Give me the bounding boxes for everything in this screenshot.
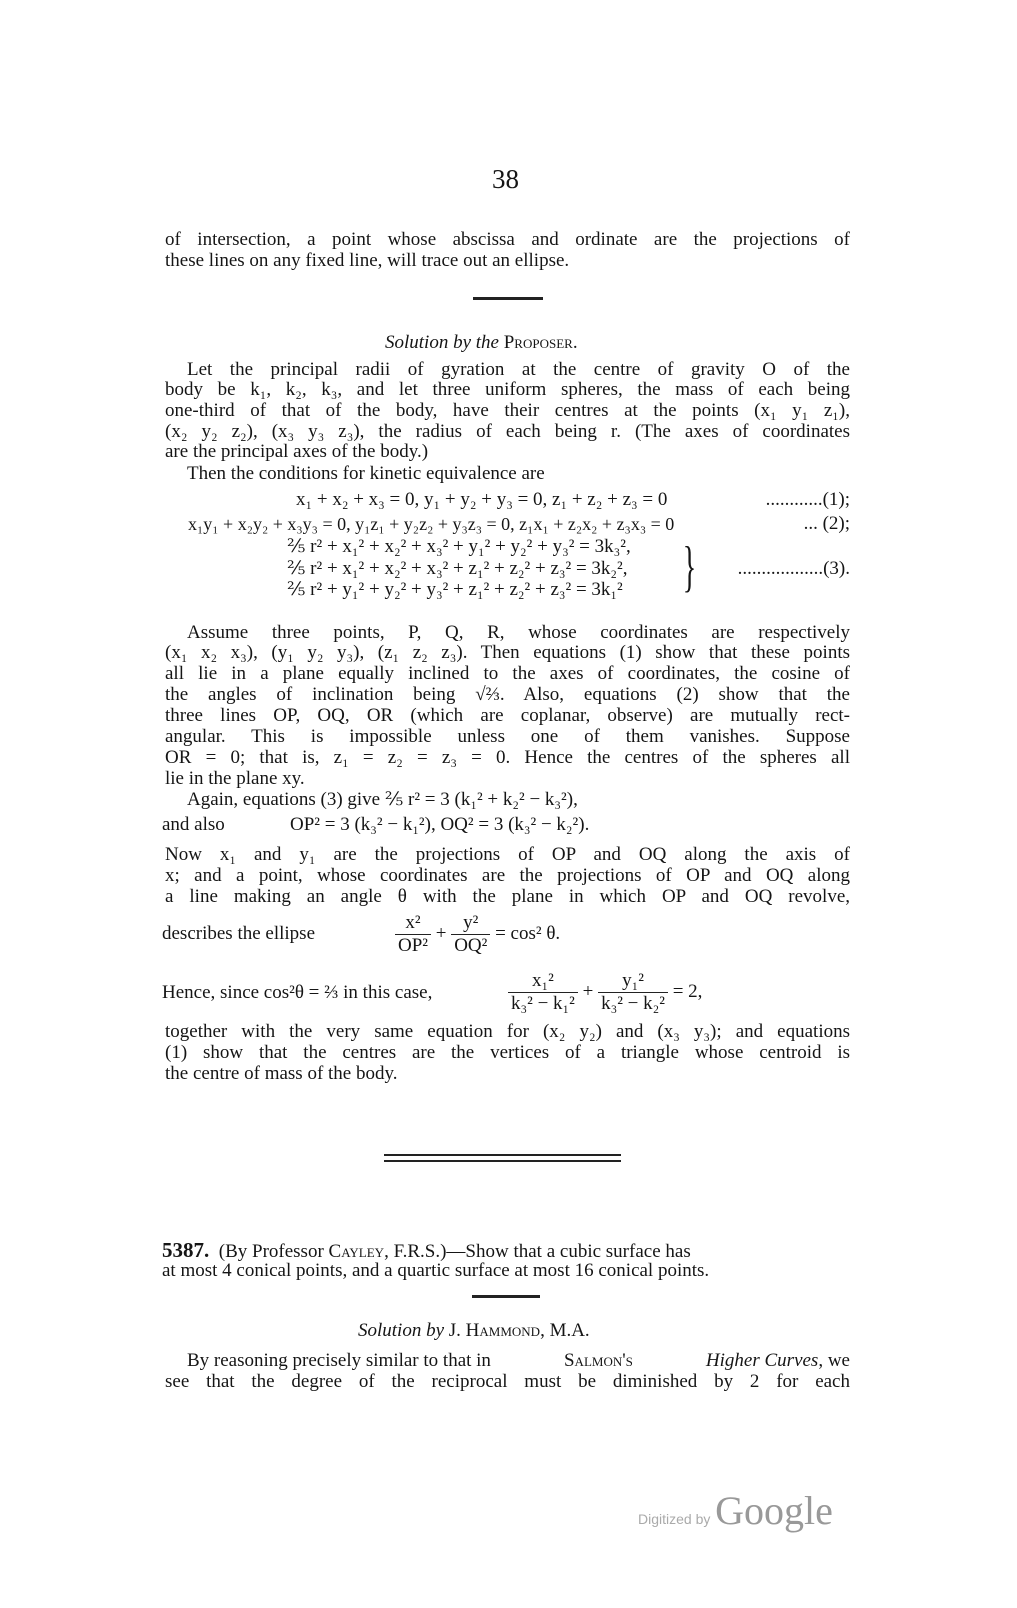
plus-sign: +	[435, 922, 447, 944]
text-line: are the principal axes of the body.)	[165, 441, 429, 462]
numerator: y²	[451, 912, 490, 935]
google-logo: Google	[715, 1488, 833, 1533]
equation-1: x₁ + x₂ + x₃ = 0, y₁ + y₂ + y₃ = 0, z₁ + z₂ + z₃ = 0	[296, 489, 668, 510]
and-also-equation: OP² = 3 (k₃² − k₁²), OQ² = 3 (k₃² − k₂²).	[290, 814, 590, 835]
text-line: one-third of that of the body, have their centres at the points (x₁ y₁ z₁),	[165, 400, 850, 421]
text-line: see that the degree of the reciprocal must be diminished by 2 for each	[165, 1371, 850, 1392]
text-line: (x₁ x₂ x₃), (y₁ y₂ y₃), (z₁ z₂ z₃). Then equations (1) show that these points	[165, 642, 850, 663]
text-line: (1) show that the centres are the vertices of a triangle whose centroid is	[165, 1042, 850, 1063]
equation-rhs: = cos² θ.	[495, 922, 561, 944]
hence-label: Hence, since cos²θ = ⅔ in this case,	[162, 982, 433, 1003]
equation-3-label: ..................(3).	[737, 558, 850, 579]
text-line: Then the conditions for kinetic equivalence are	[187, 463, 545, 484]
text-segment: , we	[818, 1350, 850, 1371]
heading-prefix: Solution by the	[385, 332, 499, 353]
text-line: a line making an angle θ with the plane in which OP and OQ revolve,	[165, 886, 850, 907]
text-line: OR = 0; that is, z₁ = z₂ = z₃ = 0. Hence the centres of the spheres all	[165, 747, 850, 768]
text-line: these lines on any fixed line, will trace out an ellipse.	[165, 250, 570, 271]
equation-3a: ⅖ r² + x₁² + x₂² + x₃² + y₁² + y₂² + y₃² = 3k₃²,	[287, 536, 631, 557]
fraction	[598, 970, 668, 1015]
denominator: k₃² − k₂²	[601, 993, 665, 1014]
equation-2-label: ... (2);	[803, 513, 850, 534]
plus-sign: +	[582, 980, 594, 1002]
numerator: x²	[395, 912, 431, 935]
equation-1-label: ............(1);	[765, 489, 850, 510]
equation-3c: ⅖ r² + y₁² + y₂² + y₃² + z₁² + z₂² + z₃² = 3k₁²	[287, 579, 623, 600]
denominator: OQ²	[454, 935, 488, 956]
watermark-prefix: Digitized by	[638, 1511, 711, 1527]
text-line: x; and a point, whose coordinates are the projections of OP and OQ along	[165, 865, 850, 886]
numerator: y₁²	[598, 970, 668, 993]
book-title: Higher Curves	[705, 1350, 819, 1371]
google-watermark	[638, 1488, 833, 1533]
fraction	[451, 912, 490, 957]
heading-author: J. Hammond, M.A.	[448, 1320, 590, 1341]
text-line: angular. This is impossible unless one of them vanishes. Suppose	[165, 726, 850, 747]
text-line: at most 4 conical points, and a quartic surface at most 16 conical points.	[162, 1260, 710, 1281]
text-line: all lie in a plane equally inclined to the axes of coordinates, the cosine of	[165, 663, 850, 684]
solution-heading	[358, 1320, 590, 1342]
double-divider-top	[384, 1154, 621, 1156]
text-line: three lines OP, OQ, OR (which are coplanar, observe) are mutually rect-	[165, 705, 850, 726]
author-name: Salmon's	[563, 1350, 633, 1371]
and-also-label: and also	[162, 814, 225, 835]
text-line: Again, equations (3) give ⅖ r² = 3 (k₁² + k₂² − k₃²),	[187, 789, 578, 810]
text-line: the centre of mass of the body.	[165, 1063, 398, 1084]
text-line: Assume three points, P, Q, R, whose coordinates are respectively	[187, 622, 850, 643]
text-line: Let the principal radii of gyration at the centre of gravity O of the	[187, 359, 850, 380]
equation-2: x₁y₁ + x₂y₂ + x₃y₃ = 0, y₁z₁ + y₂z₂ + y₃z₃ = 0, z₁x₁ + z₂x₂ + z₃x₃ = 0	[188, 514, 675, 534]
text-line: Now x₁ and y₁ are the projections of OP and OQ along the axis of	[165, 844, 850, 865]
problem-author: Cayley	[328, 1241, 385, 1262]
double-divider-bottom	[384, 1160, 621, 1162]
numerator: x₁²	[508, 970, 578, 993]
text-line: together with the very same equation for (x₂ y₂) and (x₃ y₃); and equations	[165, 1021, 850, 1042]
solution-heading	[385, 332, 578, 354]
text-segment: , F.R.S.)—Show that a cubic surface has	[384, 1241, 691, 1262]
ellipse-label: describes the ellipse	[162, 923, 316, 944]
text-line: of intersection, a point whose abscissa and ordinate are the projections of	[165, 229, 850, 250]
hence-equation	[508, 970, 702, 1015]
denominator: OP²	[398, 935, 428, 956]
divider	[473, 297, 543, 300]
fraction	[395, 912, 431, 957]
text-line: the angles of inclination being √⅔. Also, equations (2) show that the	[165, 684, 850, 705]
heading-prefix: Solution by	[358, 1320, 445, 1341]
text-segment: (By Professor	[218, 1241, 324, 1262]
text-segment: By reasoning precisely similar to that in	[187, 1350, 491, 1371]
heading-author: Proposer.	[503, 332, 578, 353]
divider	[472, 1295, 540, 1298]
text-line: (x₂ y₂ z₂), (x₃ y₃ z₃), the radius of each being r. (The axes of coordinates	[165, 421, 850, 442]
text-line	[162, 1239, 850, 1261]
problem-number: 5387.	[162, 1238, 210, 1262]
denominator: k₃² − k₁²	[511, 993, 575, 1014]
equation-3b: ⅖ r² + x₁² + x₂² + x₃² + z₁² + z₂² + z₃² = 3k₂²,	[287, 558, 628, 579]
fraction	[508, 970, 578, 1015]
text-line	[187, 1350, 850, 1372]
text-line: lie in the plane xy.	[165, 768, 305, 789]
ellipse-equation	[395, 912, 560, 957]
page-number: 38	[492, 164, 519, 194]
brace: }	[682, 536, 697, 598]
text-line: body be k₁, k₂, k₃, and let three uniform spheres, the mass of each being	[165, 379, 850, 400]
equation-rhs: = 2,	[672, 980, 703, 1002]
